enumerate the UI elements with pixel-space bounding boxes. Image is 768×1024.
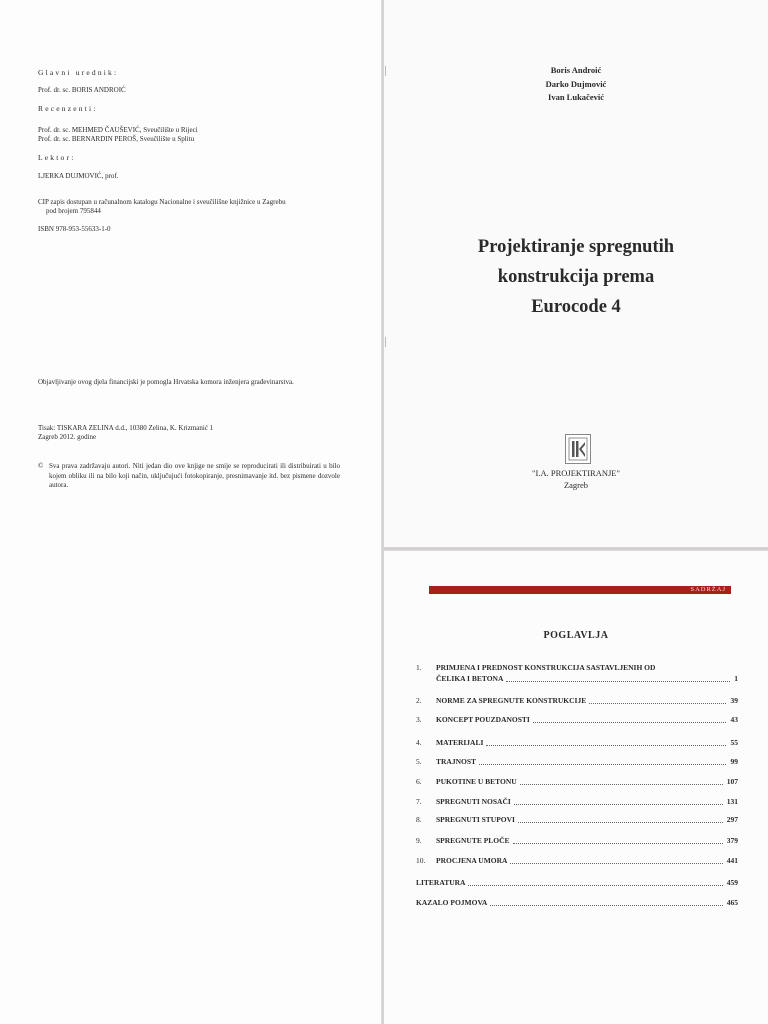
- copyright-symbol: ©: [38, 462, 44, 470]
- title-line-2: konstrukcija prema: [497, 267, 655, 287]
- toc-entry: [416, 855, 738, 866]
- toc-entry: [416, 877, 738, 888]
- financing-note: Objavljivanje ovog djela financijski je pomogla Hrvatska komora inženjera građevinarstva.: [38, 378, 294, 386]
- toc-entry-page: 55: [730, 738, 738, 747]
- toc-entry: [416, 814, 738, 825]
- copyright-notice: [38, 462, 340, 491]
- editor-label: Glavni urednik:: [38, 68, 119, 77]
- toc-entry: [416, 695, 738, 706]
- toc-entry-number: 2.: [416, 696, 422, 705]
- toc-entry: [416, 714, 738, 725]
- title-line-1: Projektiranje spregnutih: [477, 237, 675, 257]
- copyright-text: Sva prava zadržavaju autori. Niti jedan dio ove knjige ne smije se reproducirati ili distribuirati u bilo kojem obliku ili na bilo koji način, uključujući fotokopiranje, presnimavanje itd. bez pismene dozvole autora.: [49, 462, 340, 489]
- toc-entry-page: 297: [726, 815, 738, 824]
- reviewer-2: Prof. dr. sc. BERNARDIN PEROŠ, Sveučilište u Splitu: [38, 135, 195, 143]
- lector-label: Lektor:: [38, 153, 76, 162]
- toc-entry: [416, 737, 738, 748]
- toc-leader-dots: [533, 721, 726, 723]
- toc-entry-title: TRAJNOST: [436, 757, 477, 766]
- publisher-city: Zagreb: [563, 480, 589, 490]
- author-2: Darko Dujmović: [545, 78, 607, 89]
- toc-entry-page: 1: [734, 674, 738, 683]
- toc-leader-dots: [513, 842, 723, 844]
- toc-entry-page: 131: [726, 797, 738, 806]
- contents-bar-label: SADRŽAJ: [690, 586, 726, 593]
- toc-entry-number: 4.: [416, 738, 422, 747]
- imprint-page: [0, 0, 382, 1024]
- cip-line-2: pod brojem 795844: [46, 207, 101, 215]
- toc-leader-dots: [514, 803, 723, 805]
- toc-entry-page: 379: [726, 836, 738, 845]
- authors: [384, 64, 768, 105]
- toc-leader-dots: [479, 763, 726, 765]
- toc-entry-page: 459: [726, 878, 738, 887]
- toc-entry-page: 107: [726, 777, 738, 786]
- publisher-logo-icon: [565, 434, 591, 464]
- reviewers-label: Recenzenti:: [38, 104, 98, 113]
- toc-entry-number: 8.: [416, 815, 422, 824]
- author-1: Boris Androić: [550, 65, 602, 75]
- toc-entry: [416, 796, 738, 807]
- toc-entry-title: LITERATURA: [416, 878, 466, 887]
- toc-entry-number: 1.: [416, 663, 422, 672]
- toc-entry-number: 10.: [416, 856, 426, 865]
- toc-entry-title: SPREGNUTI STUPOVI: [436, 815, 515, 824]
- toc-entry-title: PUKOTINE U BETONU: [436, 777, 517, 786]
- print-line-2: Zagreb 2012. godine: [38, 433, 97, 441]
- contents-heading: POGLAVLJA: [543, 630, 609, 641]
- toc-entry-number: 5.: [416, 757, 422, 766]
- title-line-3: Eurocode 4: [531, 297, 621, 317]
- page-edge-mark: [385, 337, 386, 347]
- contents-header-bar: [429, 586, 731, 594]
- publisher-name: "I.A. PROJEKTIRANJE": [532, 468, 620, 478]
- lector-name: LJERKA DUJMOVIĆ, prof.: [38, 172, 119, 180]
- toc-entry-number: 6.: [416, 777, 422, 786]
- toc-leader-dots: [506, 680, 730, 682]
- page-edge-mark: [385, 66, 386, 76]
- toc-entry-page: 39: [730, 696, 738, 705]
- toc-entry-page: 43: [730, 715, 738, 724]
- toc-entry-title: SPREGNUTE PLOČE: [436, 836, 510, 845]
- contents-page: [384, 551, 768, 1024]
- toc-leader-dots: [518, 821, 723, 823]
- cip-line-1: CIP zapis dostupan u računalnom katalogu Nacionalne i sveučilišne knjižnice u Zagrebu: [38, 198, 286, 206]
- author-3: Ivan Lukačević: [548, 92, 604, 102]
- toc-entry-page: 465: [726, 898, 738, 907]
- toc-leader-dots: [520, 783, 723, 785]
- toc-entry-page: 99: [730, 757, 738, 766]
- toc-entry: [416, 835, 738, 846]
- toc-leader-dots: [468, 884, 723, 886]
- reviewer-1: Prof. dr. sc. MEHMED ČAUŠEVIĆ, Sveučilište u Rijeci: [38, 126, 198, 134]
- toc-entry-number: 3.: [416, 715, 422, 724]
- isbn: ISBN 978-953-55633-1-0: [38, 225, 111, 233]
- toc-entry-title: KAZALO POJMOVA: [416, 898, 488, 907]
- print-line-1: Tisak: TISKARA ZELINA d.d., 10380 Zelina, K. Krizmanić 1: [38, 424, 214, 432]
- editor-name: Prof. dr. sc. BORIS ANDROIĆ: [38, 86, 126, 94]
- toc-entry-title-line-2: ČELIKA I BETONA: [436, 674, 504, 683]
- toc-entry: [416, 776, 738, 787]
- toc-entry-title: PROCJENA UMORA: [436, 856, 508, 865]
- publisher: [384, 467, 768, 491]
- toc-entry-title: MATERIJALI: [436, 738, 484, 747]
- toc-entry-title: SPREGNUTI NOSAČI: [436, 797, 511, 806]
- toc-leader-dots: [589, 702, 726, 704]
- title-page: [384, 0, 768, 548]
- toc-entry-title: NORME ZA SPREGNUTE KONSTRUKCIJE: [436, 696, 587, 705]
- toc-entry: [416, 897, 738, 908]
- toc-entry: [416, 662, 738, 684]
- toc-leader-dots: [490, 904, 723, 906]
- toc-leader-dots: [510, 862, 723, 864]
- toc-entry-page: 441: [726, 856, 738, 865]
- toc-entry-number: 9.: [416, 836, 422, 845]
- toc-leader-dots: [486, 744, 726, 746]
- toc-entry-number: 7.: [416, 797, 422, 806]
- toc-entry-title: KONCEPT POUZDANOSTI: [436, 715, 530, 724]
- book-title: [384, 232, 768, 322]
- toc-entry: [416, 756, 738, 767]
- toc-entry-title: PRIMJENA I PREDNOST KONSTRUKCIJA SASTAVLJENIH OD: [436, 663, 656, 672]
